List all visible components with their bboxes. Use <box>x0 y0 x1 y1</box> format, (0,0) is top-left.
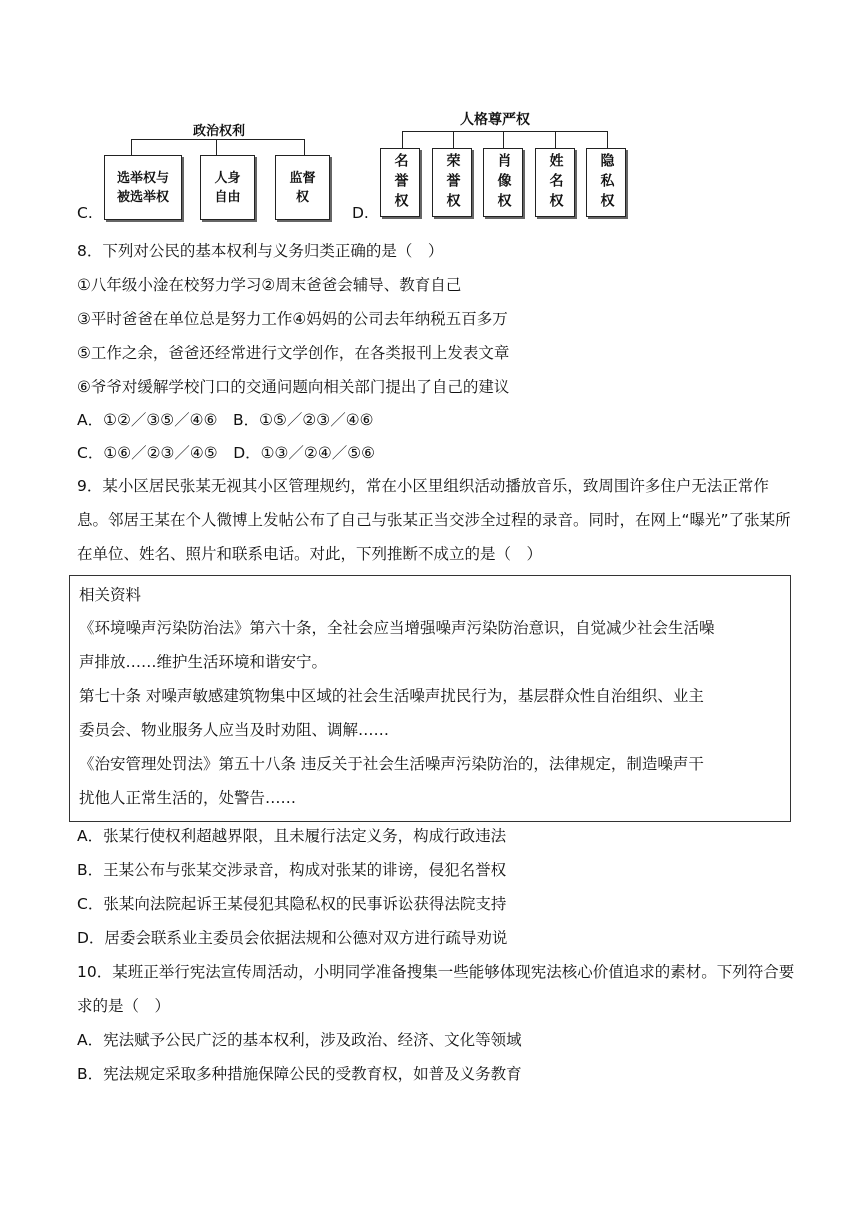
bracket-stub <box>503 131 504 148</box>
q10-option-b[interactable]: B．宪法规定采取多种措施保障公民的受教育权，如普及义务教育 <box>77 1065 522 1083</box>
political-rights-title: 政治权利 <box>193 124 246 139</box>
box-honor-right: 荣誉权 <box>432 148 472 217</box>
material-heading: 相关资料 <box>79 586 142 604</box>
material-line: 《治安管理处罚法》第五十八条 违反关于社会生活噪声污染防治的，法律规定，制造噪声干 <box>79 755 704 773</box>
q10-option-a[interactable]: A．宪法赋予公民广泛的基本权利，涉及政治、经济、文化等领域 <box>77 1031 522 1049</box>
q9-stem: 9．某小区居民张某无视其小区管理规约，常在小区里组织活动播放音乐，致周围许多住户无法正常作息。邻居王某在个人微博上发帖公布了自己与张某正当交涉全过程的录音。同时，在网上“曝光”了张某所在单位、姓名、照片和联系电话。对此，下列推断不成立的是（ ） <box>77 477 791 563</box>
q9-option-d[interactable]: D．居委会联系业主委员会依据法规和公德对双方进行疏导劝说 <box>77 929 508 947</box>
bracket-stub <box>216 139 217 155</box>
q9-option-a[interactable]: A．张某行使权利超越界限，且未履行法定义务，构成行政违法 <box>77 827 507 845</box>
material-line: 《环境噪声污染防治法》第六十条，全社会应当增强噪声污染防治意识，自觉减少社会生活噪 <box>79 619 715 637</box>
q8-item-line: ①八年级小淦在校努力学习②周末爸爸会辅导、教育自己 <box>77 276 462 294</box>
q9-option-b[interactable]: B．王某公布与张某交涉录音，构成对张某的诽谤，侵犯名誉权 <box>77 861 507 879</box>
box-reputation-right: 名誉权 <box>380 148 420 217</box>
bracket-stub <box>555 131 556 148</box>
bracket-stub <box>453 131 454 148</box>
q8-stem: 8．下列对公民的基本权利与义务归类正确的是（ ） <box>77 242 444 260</box>
box-voting-rights: 选举权与被选举权 <box>104 155 182 220</box>
personal-dignity-title: 人格尊严权 <box>460 112 530 128</box>
q8-options-ab[interactable]: A．①②／③⑤／④⑥ B．①⑤／②③／④⑥ <box>77 411 374 429</box>
option-c-label[interactable]: C. <box>77 204 93 222</box>
box-privacy-right: 隐私权 <box>586 148 626 217</box>
box-name-right: 姓名权 <box>535 148 575 217</box>
q10-stem: 10．某班正举行宪法宣传周活动，小明同学准备搜集一些能够体现宪法核心价值追求的素材。下列符合要求的是（ ） <box>77 963 795 1015</box>
bracket-line <box>402 131 608 149</box>
material-line: 第七十条 对噪声敏感建筑物集中区域的社会生活噪声扰民行为，基层群众性自治组织、业主 <box>79 687 704 705</box>
q8-options-cd[interactable]: C．①⑥／②③／④⑤ D．①③／②④／⑤⑥ <box>77 444 376 462</box>
material-box <box>69 575 791 822</box>
material-line: 扰他人正常生活的，处警告…… <box>79 789 297 807</box>
q9-option-c[interactable]: C．张某向法院起诉王某侵犯其隐私权的民事诉讼获得法院支持 <box>77 895 507 913</box>
option-d-label[interactable]: D. <box>352 204 369 222</box>
q8-item-line: ⑥爷爷对缓解学校门口的交通问题向相关部门提出了自己的建议 <box>77 378 510 396</box>
box-supervision-rights: 监督权 <box>275 155 330 220</box>
q8-item-line: ⑤工作之余，爸爸还经常进行文学创作，在各类报刊上发表文章 <box>77 344 510 362</box>
box-portrait-right: 肖像权 <box>483 148 523 217</box>
q8-item-line: ③平时爸爸在单位总是努力工作④妈妈的公司去年纳税五百多万 <box>77 310 508 328</box>
box-personal-freedom: 人身自由 <box>200 155 255 220</box>
material-line: 委员会、物业服务人应当及时劝阻、调解…… <box>79 721 390 739</box>
material-line: 声排放……维护生活环境和谐安宁。 <box>79 653 328 671</box>
bracket-line <box>131 139 305 156</box>
